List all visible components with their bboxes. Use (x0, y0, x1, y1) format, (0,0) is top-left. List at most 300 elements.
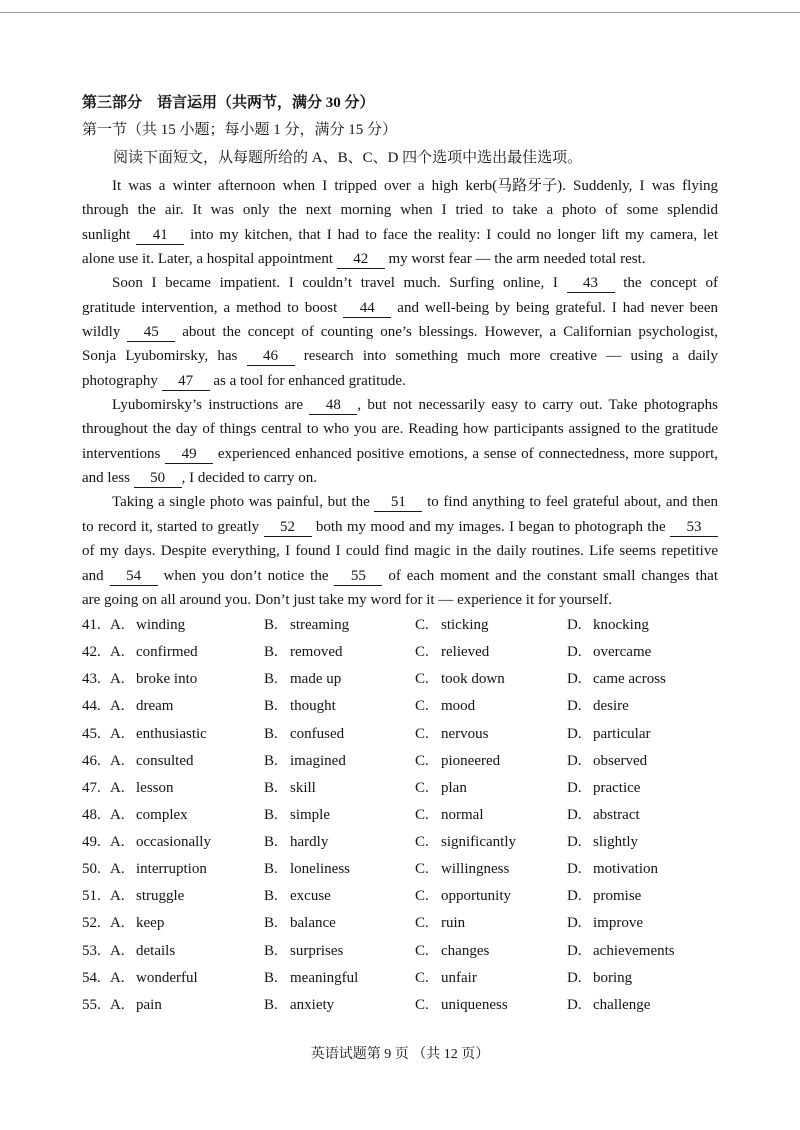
option-letter: C. (415, 996, 429, 1013)
option-text: changes (441, 942, 490, 959)
option-choice (415, 639, 489, 666)
option-letter: D. (567, 644, 582, 661)
question-row (82, 802, 718, 829)
option-letter: C. (415, 644, 429, 661)
option-text: pioneered (441, 752, 501, 769)
question-row (82, 965, 718, 992)
option-choice (415, 666, 505, 693)
option-letter: A. (110, 915, 125, 932)
option-text: pain (136, 996, 162, 1013)
question-row (82, 721, 718, 748)
option-letter: B. (264, 779, 278, 796)
option-text: willingness (441, 861, 510, 878)
option-text: keep (136, 915, 165, 932)
option-letter: D. (567, 888, 582, 905)
option-text: hardly (290, 834, 329, 850)
option-choice (567, 612, 649, 639)
option-letter: A. (110, 888, 125, 905)
answer-blank: 41 (136, 227, 184, 245)
passage-text: and (82, 567, 110, 584)
passage-line (82, 539, 718, 563)
option-choice (110, 829, 211, 856)
option-letter: A. (110, 644, 125, 661)
option-choice (110, 639, 198, 666)
passage-text: of each moment and the constant small changes that (382, 567, 718, 584)
option-text: balance (290, 915, 336, 932)
question-row (82, 856, 718, 883)
option-text: relieved (441, 644, 490, 661)
option-letter: B. (264, 806, 278, 823)
passage-text: gratitude intervention, a method to boost (82, 299, 344, 316)
passage-line (82, 369, 718, 393)
line-content (112, 178, 718, 194)
option-text: mood (441, 698, 476, 715)
answer-blank: 44 (343, 300, 391, 318)
option-letter: A. (110, 969, 125, 986)
option-letter: C. (415, 942, 429, 959)
option-letter: D. (567, 942, 582, 959)
question-number: 54. (82, 969, 101, 986)
passage-text: , but not necessarily easy to carry out. Take photographs (357, 397, 718, 414)
option-choice (415, 693, 475, 720)
option-text: confirmed (136, 644, 198, 661)
question-row (82, 612, 718, 639)
option-letter: D. (567, 617, 582, 633)
option-text: achievements (593, 942, 675, 959)
option-text: removed (290, 644, 343, 661)
option-text: simple (290, 806, 330, 823)
question-number: 52. (82, 915, 101, 932)
option-choice (264, 693, 336, 720)
passage-text: Taking a single photo was painful, but the (112, 494, 375, 511)
option-choice (110, 775, 174, 802)
passage-line (82, 198, 718, 222)
page-footer: 英语试题第 9 页 （共 12 页） (310, 1047, 490, 1062)
passage-text: It was a winter afternoon when I tripped over a high kerb(马路牙子). Suddenly, I was flying (112, 178, 718, 194)
option-choice (567, 639, 651, 666)
passage-text: interventions (82, 445, 166, 462)
option-choice (567, 693, 629, 720)
option-choice (415, 965, 477, 992)
question-number: 55. (82, 996, 101, 1013)
option-choice (567, 721, 650, 748)
option-choice (264, 938, 343, 965)
option-choice (264, 856, 350, 883)
option-letter: B. (264, 969, 278, 986)
option-choice (567, 802, 640, 829)
line-content (82, 251, 646, 267)
line-content (112, 397, 718, 413)
question-number: 41. (82, 617, 101, 633)
option-choice (110, 910, 164, 937)
option-letter: B. (264, 617, 278, 633)
option-text: winding (136, 617, 186, 633)
option-text: broke into (136, 671, 198, 688)
answer-blank: 51 (374, 494, 422, 512)
answer-blank: 42 (337, 251, 385, 269)
option-text: observed (593, 752, 648, 769)
option-choice (110, 748, 194, 775)
question-number: 53. (82, 942, 101, 959)
option-choice (110, 693, 173, 720)
option-choice (110, 938, 175, 965)
line-content (82, 348, 718, 364)
option-choice (110, 612, 185, 639)
option-choice (567, 748, 647, 775)
option-choice (110, 802, 188, 829)
question-number: 45. (82, 725, 101, 742)
option-text: nervous (441, 725, 489, 742)
passage (82, 174, 718, 612)
passage-text: and well-being by being grateful. I had never been (391, 299, 718, 316)
option-choice (415, 748, 500, 775)
line-content (82, 324, 718, 340)
passage-text: are going on all around you. Don’t just take my word for it — experience it for yourself. (82, 591, 613, 608)
question-number: 50. (82, 861, 101, 878)
option-letter: A. (110, 725, 125, 742)
option-choice (264, 829, 328, 856)
option-text: ruin (441, 915, 466, 932)
passage-line (82, 296, 718, 320)
passage-text: to find anything to feel grateful about, and then (422, 494, 719, 511)
passage-text: the concept of (614, 275, 718, 292)
answer-blank: 55 (334, 568, 382, 586)
option-letter: D. (567, 915, 582, 932)
option-text: imagined (290, 752, 346, 769)
passage-text: sunlight (82, 226, 137, 243)
option-letter: A. (110, 779, 125, 796)
option-choice (415, 910, 465, 937)
option-choice (567, 775, 640, 802)
option-letter: A. (110, 752, 125, 769)
question-number: 46. (82, 752, 101, 769)
option-text: surprises (290, 942, 344, 959)
option-choice (415, 612, 489, 639)
line-content (112, 494, 718, 510)
passage-paragraph (82, 271, 718, 393)
option-choice (567, 666, 666, 693)
question-number: 44. (82, 698, 101, 715)
option-choice (567, 910, 643, 937)
line-content (82, 373, 406, 389)
option-letter: C. (415, 834, 429, 850)
passage-text: Lyubomirsky’s instructions are (112, 397, 310, 414)
option-choice (567, 965, 632, 992)
option-letter: D. (567, 969, 582, 986)
passage-text: experienced enhanced positive emotions, a sense of connectedness, more support, (213, 445, 719, 462)
options-list (82, 612, 718, 1019)
passage-paragraph (82, 393, 718, 490)
passage-text: through the air. It was only the next morning when I tried to take a photo of some splendid (82, 202, 718, 219)
option-choice (264, 612, 349, 639)
option-choice (415, 775, 467, 802)
option-text: plan (441, 779, 467, 796)
answer-blank: 53 (670, 519, 718, 537)
option-letter: C. (415, 752, 429, 769)
line-content (112, 275, 718, 291)
line-content (82, 592, 612, 608)
option-letter: D. (567, 671, 582, 688)
passage-text: my worst fear — the arm needed total rest. (384, 251, 646, 268)
option-letter: C. (415, 671, 429, 688)
option-text: unfair (441, 969, 477, 986)
option-choice (110, 721, 207, 748)
option-choice (264, 748, 346, 775)
option-text: confused (290, 725, 345, 742)
passage-text: Sonja Lyubomirsky, has (82, 348, 247, 365)
question-row (82, 829, 718, 856)
passage-line (82, 393, 718, 417)
option-text: dream (136, 698, 174, 715)
question-row (82, 910, 718, 937)
option-choice (415, 938, 489, 965)
option-text: meaningful (290, 969, 359, 986)
option-text: significantly (441, 834, 516, 850)
option-letter: D. (567, 752, 582, 769)
top-rule (0, 12, 800, 13)
option-letter: B. (264, 725, 278, 742)
passage-line (82, 442, 718, 466)
line-content (82, 202, 718, 218)
option-choice (415, 802, 484, 829)
option-letter: A. (110, 617, 125, 633)
option-letter: B. (264, 888, 278, 905)
option-choice (567, 883, 641, 910)
line-content (82, 470, 317, 486)
question-row (82, 666, 718, 693)
option-choice (415, 721, 489, 748)
option-text: abstract (593, 806, 640, 823)
section-instruction: 阅读下面短文，从每题所给的 A、B、C、D 四个选项中选出最佳选项。 (113, 150, 583, 166)
line-content (82, 300, 718, 316)
option-text: motivation (593, 861, 658, 878)
answer-blank: 47 (162, 373, 210, 391)
option-text: improve (593, 915, 643, 932)
option-letter: D. (567, 725, 582, 742)
option-letter: C. (415, 779, 429, 796)
option-choice (264, 721, 344, 748)
option-letter: C. (415, 617, 429, 633)
option-text: occasionally (136, 834, 211, 850)
option-text: complex (136, 806, 188, 823)
option-choice (415, 883, 511, 910)
option-choice (567, 829, 638, 856)
option-text: details (136, 942, 176, 959)
option-letter: A. (110, 861, 125, 878)
option-letter: C. (415, 969, 429, 986)
option-letter: C. (415, 861, 429, 878)
question-number: 51. (82, 888, 101, 905)
option-text: desire (593, 698, 629, 715)
line-content (82, 519, 718, 535)
option-choice (264, 639, 342, 666)
option-letter: A. (110, 671, 125, 688)
option-choice (110, 883, 184, 910)
option-text: promise (593, 888, 642, 905)
passage-line (82, 515, 718, 539)
passage-text: and less (82, 470, 134, 487)
option-letter: C. (415, 888, 429, 905)
option-choice (264, 992, 334, 1019)
option-letter: C. (415, 725, 429, 742)
passage-text: into my kitchen, that I had to face the reality: I could no longer lift my camera, let (184, 226, 718, 243)
question-row (82, 639, 718, 666)
option-choice (264, 910, 336, 937)
passage-text: of my days. Despite everything, I found I could find magic in the daily routines. Life seems repetitive (82, 543, 718, 560)
option-text: took down (441, 671, 505, 688)
option-text: normal (441, 806, 484, 823)
passage-text: when you don’t notice the (157, 567, 335, 584)
question-row (82, 992, 718, 1019)
passage-text: photography (82, 372, 162, 389)
line-content (82, 446, 718, 462)
passage-text: wildly (82, 324, 128, 341)
option-letter: D. (567, 996, 582, 1013)
line-content (82, 543, 718, 559)
option-text: interruption (136, 861, 207, 878)
passage-text: research into something much more creative — using a daily (294, 348, 718, 365)
option-text: overcame (593, 644, 652, 661)
option-letter: A. (110, 834, 125, 850)
passage-paragraph (82, 490, 718, 612)
option-letter: B. (264, 752, 278, 769)
passage-line (82, 271, 718, 295)
option-text: slightly (593, 834, 639, 850)
question-number: 42. (82, 644, 101, 661)
answer-blank: 45 (127, 324, 175, 342)
question-row (82, 748, 718, 775)
passage-text: alone use it. Later, a hospital appointment (82, 251, 337, 268)
passage-line (82, 247, 718, 271)
option-letter: B. (264, 861, 278, 878)
option-letter: B. (264, 671, 278, 688)
answer-blank: 49 (165, 446, 213, 464)
option-text: made up (290, 671, 342, 688)
option-choice (415, 992, 508, 1019)
option-choice (110, 992, 162, 1019)
passage-text: to record it, started to greatly (82, 518, 264, 535)
option-choice (567, 856, 658, 883)
option-text: loneliness (290, 861, 350, 878)
option-choice (415, 856, 509, 883)
option-text: uniqueness (441, 996, 508, 1013)
answer-blank: 50 (134, 470, 182, 488)
option-choice (264, 802, 330, 829)
option-text: lesson (136, 779, 174, 796)
option-letter: B. (264, 942, 278, 959)
passage-text: , I decided to carry on. (181, 470, 318, 487)
option-choice (264, 965, 358, 992)
option-letter: C. (415, 915, 429, 932)
option-text: boring (593, 969, 633, 986)
option-choice (264, 883, 331, 910)
option-choice (415, 829, 516, 856)
option-letter: A. (110, 942, 125, 959)
option-text: consulted (136, 752, 194, 769)
option-letter: B. (264, 698, 278, 715)
option-letter: D. (567, 806, 582, 823)
option-text: struggle (136, 888, 185, 905)
option-choice (110, 965, 198, 992)
option-text: thought (290, 698, 336, 715)
option-letter: D. (567, 834, 582, 850)
answer-blank: 54 (110, 568, 158, 586)
option-text: came across (593, 671, 666, 688)
option-choice (110, 666, 197, 693)
passage-line (82, 564, 718, 588)
passage-text: throughout the day of things central to who you are. Reading how participants assigned to the gratitude (82, 421, 718, 438)
line-content (82, 568, 718, 584)
section-title: 第三部分 语言运用（共两节，满分 30 分） (82, 95, 375, 111)
option-letter: A. (110, 698, 125, 715)
line-content (82, 421, 718, 437)
answer-blank: 43 (567, 275, 615, 293)
option-letter: D. (567, 698, 582, 715)
line-content (82, 227, 718, 243)
answer-blank: 52 (264, 519, 312, 537)
option-letter: C. (415, 806, 429, 823)
option-letter: A. (110, 996, 125, 1013)
passage-text: Soon I became impatient. I couldn’t travel much. Surfing online, I (112, 275, 567, 292)
question-row (82, 775, 718, 802)
passage-line (82, 344, 718, 368)
option-letter: D. (567, 779, 582, 796)
passage-text: as a tool for enhanced gratitude. (209, 372, 406, 389)
option-text: anxiety (290, 996, 335, 1013)
passage-paragraph (82, 174, 718, 271)
option-text: skill (290, 779, 316, 796)
passage-line (82, 320, 718, 344)
answer-blank: 46 (247, 348, 295, 366)
question-number: 43. (82, 671, 101, 688)
option-text: streaming (290, 617, 350, 633)
option-text: enthusiastic (136, 725, 207, 742)
passage-text: about the concept of counting one’s blessings. However, a Californian psychologist, (175, 324, 718, 341)
option-text: challenge (593, 996, 651, 1013)
option-text: sticking (441, 617, 489, 633)
question-row (82, 693, 718, 720)
option-letter: C. (415, 698, 429, 715)
option-text: practice (593, 779, 641, 796)
question-number: 47. (82, 779, 101, 796)
passage-line (82, 490, 718, 514)
option-letter: B. (264, 834, 278, 850)
passage-line (82, 223, 718, 247)
answer-blank: 48 (309, 397, 357, 415)
option-text: opportunity (441, 888, 511, 905)
question-number: 48. (82, 806, 101, 823)
option-text: excuse (290, 888, 331, 905)
option-choice (567, 992, 650, 1019)
passage-text: both my mood and my images. I began to photograph the (311, 518, 670, 535)
option-text: particular (593, 725, 651, 742)
passage-line (82, 417, 718, 441)
question-row (82, 883, 718, 910)
option-text: knocking (593, 617, 649, 633)
option-choice (264, 666, 341, 693)
option-choice (110, 856, 207, 883)
option-text: wonderful (136, 969, 198, 986)
question-row (82, 938, 718, 965)
passage-line (82, 174, 718, 198)
option-letter: A. (110, 806, 125, 823)
section-subtitle: 第一节（共 15 小题；每小题 1 分，满分 15 分） (82, 122, 398, 138)
option-letter: D. (567, 861, 582, 878)
passage-line (82, 466, 718, 490)
passage-line (82, 588, 718, 612)
option-choice (264, 775, 316, 802)
option-letter: B. (264, 915, 278, 932)
